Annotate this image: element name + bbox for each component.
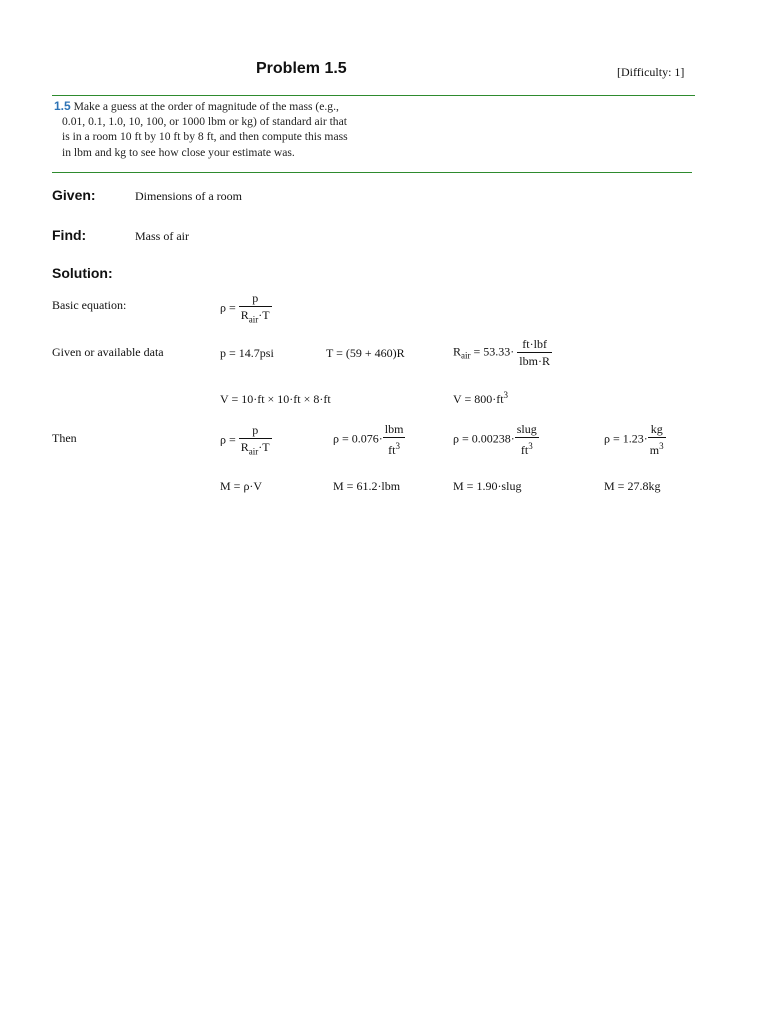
statement-line-3: is in a room 10 ft by 10 ft by 8 ft, and then compute this mass xyxy=(62,130,348,144)
density-equation xyxy=(220,423,272,458)
density-slug-value: ρ = 0.00238· xyxy=(453,431,515,446)
density-lbm-unit-num: lbm xyxy=(384,422,404,436)
density-lbm xyxy=(333,422,405,457)
t-symbol: T xyxy=(262,440,270,454)
temperature-value: T = (59 + 460)R xyxy=(326,346,405,360)
top-divider xyxy=(52,95,695,96)
statement-line-2: 0.01, 0.1, 1.0, 10, 100, or 1000 lbm or kg) of standard air that xyxy=(62,115,347,129)
mass-slug: M = 1.90·slug xyxy=(453,479,522,493)
given-heading: Given: xyxy=(52,187,96,203)
mass-kg: M = 27.8kg xyxy=(604,479,661,493)
cube-exponent: 3 xyxy=(503,390,509,400)
density-kg-unit-num: kg xyxy=(650,422,663,436)
problem-statement xyxy=(54,99,348,160)
cube-exponent: 3 xyxy=(659,441,664,451)
r-symbol: R xyxy=(240,308,249,322)
statement-line-1: Make a guess at the order of magnitude of the mass (e.g., xyxy=(73,100,339,113)
air-subscript: air xyxy=(461,350,471,361)
then-label: Then xyxy=(52,431,77,445)
r-symbol: R xyxy=(240,440,249,454)
mass-expression: M = ρ·V xyxy=(220,479,263,493)
gas-constant-value: = 53.33· xyxy=(473,344,515,359)
density-slug-unit-num: slug xyxy=(516,422,537,436)
density-kg-value: ρ = 1.23· xyxy=(604,431,648,446)
rho-lhs: ρ = xyxy=(220,432,236,447)
density-fraction: $\frac{p}{R_{air}\cdot T}$ xyxy=(240,423,270,457)
density-kg-unit-den: m xyxy=(649,443,660,457)
r-symbol: R xyxy=(453,344,462,359)
statement-number: 1.5 xyxy=(54,99,71,113)
volume-value: V = 800·ft xyxy=(453,392,504,406)
problem-title: Problem 1.5 xyxy=(256,60,347,77)
density-lbm-unit-den: ft xyxy=(388,443,396,457)
pressure-symbol: p xyxy=(252,291,259,305)
density-slug xyxy=(453,422,539,457)
gas-constant-units-den: lbm·R xyxy=(519,354,550,368)
t-symbol: T xyxy=(262,308,270,322)
find-heading: Find: xyxy=(52,227,87,243)
gas-constant xyxy=(453,337,552,368)
volume-expression: V = 10·ft × 10·ft × 8·ft xyxy=(220,392,331,406)
cube-exponent: 3 xyxy=(528,441,533,451)
cube-exponent: 3 xyxy=(395,441,401,451)
basic-equation xyxy=(220,291,272,326)
density-lbm-value: ρ = 0.076· xyxy=(333,431,383,446)
given-data-label: Given or available data xyxy=(52,345,164,359)
gas-constant-units xyxy=(517,337,552,368)
pressure-value: p = 14.7psi xyxy=(220,346,274,360)
air-subscript: air xyxy=(248,446,259,457)
air-subscript: air xyxy=(248,314,259,325)
density-slug-unit-den: ft xyxy=(520,443,529,457)
statement-line-4: in lbm and kg to see how close your estimate was. xyxy=(62,145,295,159)
pressure-symbol: p xyxy=(252,423,259,437)
rho-lhs: ρ = xyxy=(220,300,236,315)
density-kg xyxy=(604,422,666,457)
mass-lbm: M = 61.2·lbm xyxy=(333,479,401,493)
solution-heading: Solution: xyxy=(52,265,113,281)
given-text: Dimensions of a room xyxy=(135,189,242,203)
rair-t-denominator: $R_{air}\cdot T$ xyxy=(240,308,270,325)
find-text: Mass of air xyxy=(135,229,189,243)
difficulty-label: [Difficulty: 1] xyxy=(617,65,685,79)
volume-result xyxy=(453,390,508,407)
basic-equation-label: Basic equation: xyxy=(52,298,127,312)
bottom-divider xyxy=(52,172,692,173)
density-fraction xyxy=(239,291,272,326)
gas-constant-units-num: ft·lbf xyxy=(522,337,547,351)
